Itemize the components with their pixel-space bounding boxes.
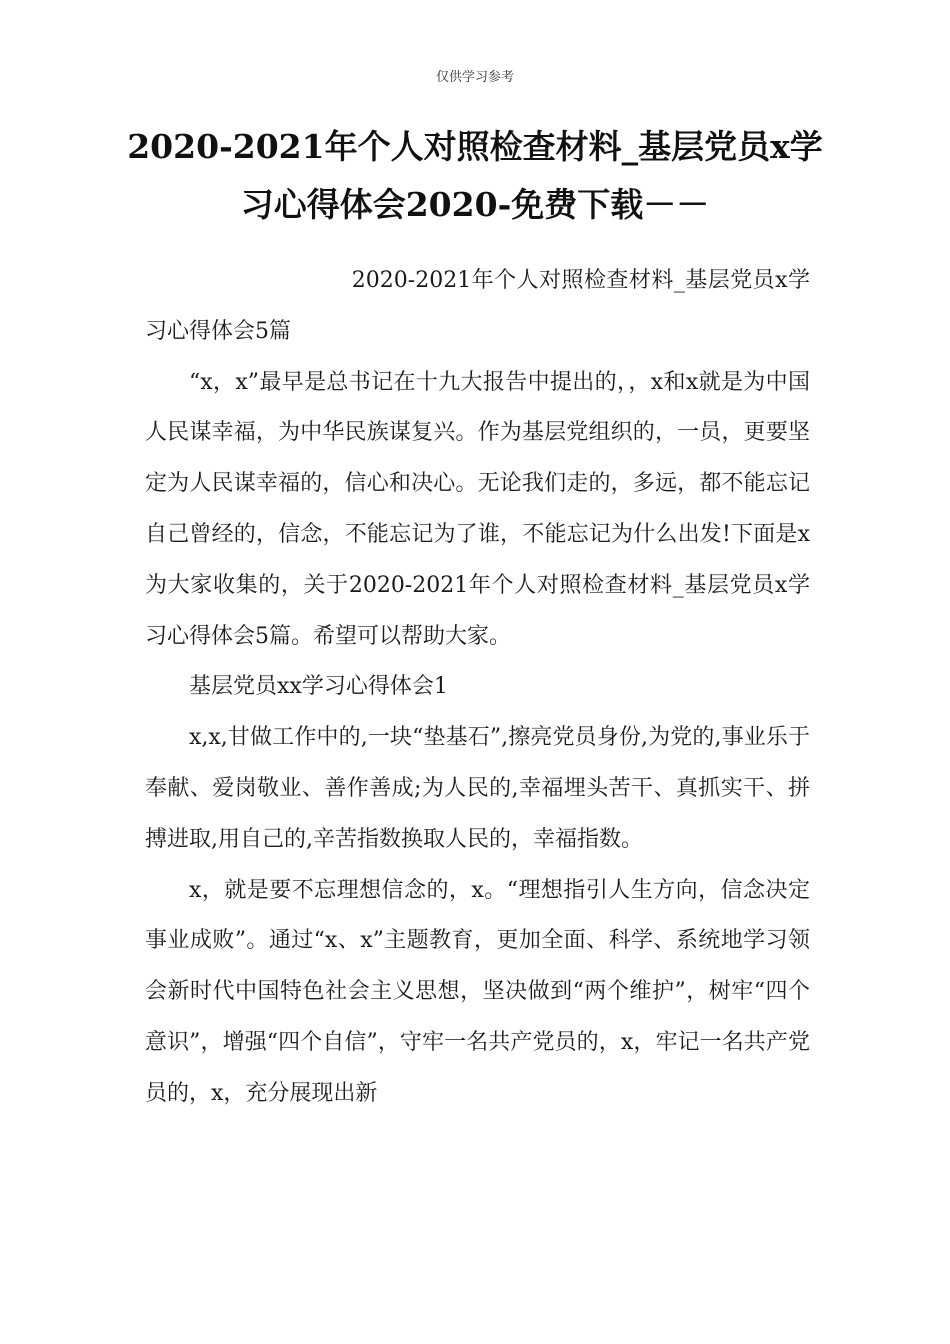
body-paragraph: x，就是要不忘理想信念的，x。“理想指引人生方向，信念决定事业成败”。通过“x、x”主题教育，更加全面、科学、系统地学习领会新时代中国特色社会主义思想，坚决做到“两个维护”，树牢“四个意识”，增强“四个自信”，守牢一名共产党员的，x，牢记一名共产党员的，x，充分展现出新: [145, 877, 810, 1106]
header-note: 仅供学习参考: [435, 70, 514, 85]
document-title: 2020-2021年个人对照检查材料_基层党员x学习心得体会2020-免费下载－－: [127, 127, 823, 224]
intro-paragraph: “x，x”最早是总书记在十九大报告中提出的，，x和x就是为中国人民谋幸福，为中华民族谋复兴。作为基层党组织的，一员，更要坚定为人民谋幸福的，信心和决心。无论我们走的，多远，都不能忘记自己曾经的，信念，不能忘记为了谁，不能忘记为什么出发!下面是x为大家收集的，关于2020-2021年个人对照检查材料_基层党员x学习心得体会5篇。希望可以帮助大家。: [145, 369, 810, 649]
body-paragraph: x,x,甘做工作中的,一块“垫基石”,擦亮党员身份,为党的,事业乐于奉献、爱岗敬业、善作善成;为人民的,幸福埋头苦干、真抓实干、拼搏进取,用自己的,辛苦指数换取人民的，幸福指数。: [145, 725, 810, 852]
document-body: [145, 256, 810, 1120]
subtitle-paragraph: 2020-2021年个人对照检查材料_基层党员x学习心得体会5篇: [145, 268, 810, 344]
section-heading: 基层党员xx学习心得体会1: [189, 674, 448, 700]
